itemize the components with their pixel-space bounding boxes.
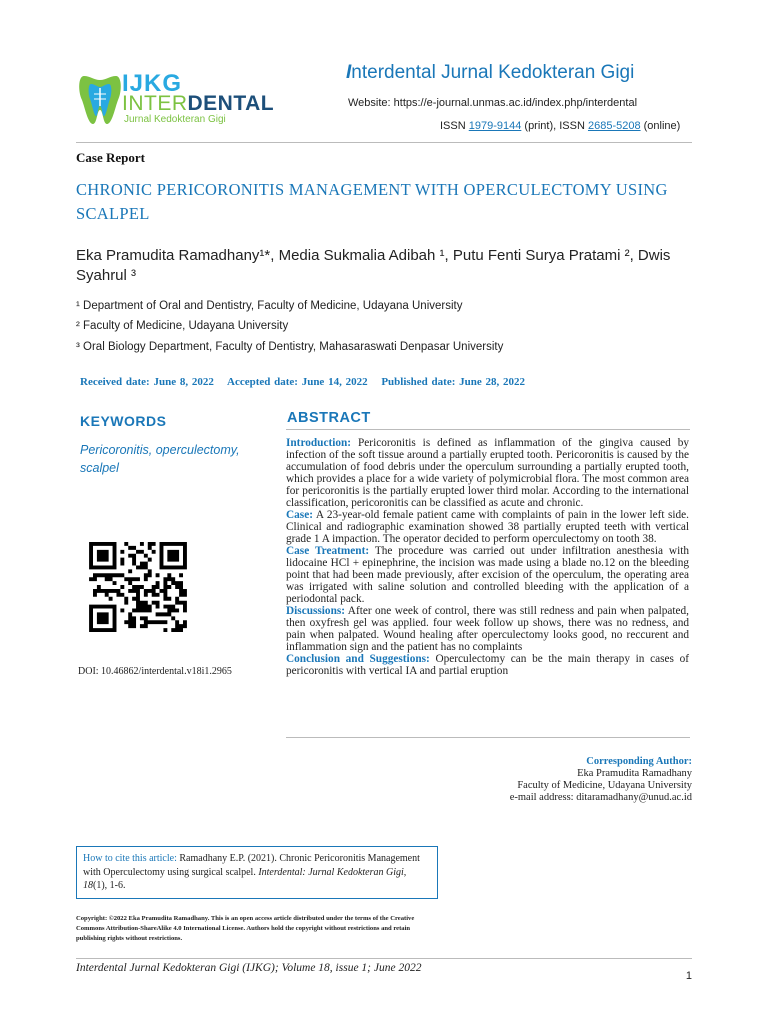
logo-interdental [122,92,274,116]
issn-prefix: ISSN [440,120,469,132]
abstract-conclusion [286,653,689,677]
corresponding-author [510,756,692,804]
abstract-divider [286,429,690,430]
abstract-heading: ABSTRACT [287,410,371,426]
abstract-introduction [286,437,689,509]
footer-divider [76,958,692,959]
section-text: Operculectomy can be the main therapy in cases of pericoronitis with vertical IA and partial eruption [286,653,689,677]
section-label: Introduction: [286,437,352,449]
page-number: 1 [685,970,692,982]
issn-line [440,120,680,132]
affiliation-2: ² Faculty of Medicine, Udayana University [76,320,289,332]
author-list: Eka Pramudita Ramadhany¹*, Media Sukmalia Adibah ¹, Putu Fenti Surya Pratami ², Dwis Syahrul ³ [76,247,671,284]
article-title: CHRONIC PERICORONITIS MANAGEMENT WITH OPERCULECTOMY USING SCALPEL [76,180,668,223]
affiliation-1: ¹ Department of Oral and Dentistry, Faculty of Medicine, Udayana University [76,300,463,312]
published-date: Published date: June 28, 2022 [381,376,525,388]
corresponding-name: Eka Pramudita Ramadhany [577,768,692,779]
header-divider [76,142,692,143]
abstract-case-treatment [286,545,689,605]
received-date: Received date: June 8, 2022 [80,376,214,388]
citation-box [76,846,438,899]
accepted-date: Accepted date: June 14, 2022 [227,376,368,388]
footer-journal-issue: Interdental Jurnal Kedokteran Gigi (IJKG); Volume 18, issue 1; June 2022 [76,962,422,974]
journal-title-initial: I [346,62,352,83]
journal-logo [76,66,316,130]
keywords-list: Pericoronitis, operculectomy, scalpel [80,443,240,475]
section-text: Pericoronitis is defined as inflammation of the gingiva caused by infection of the soft tissue around a partially erupted tooth. Pericoronitis is caused by the accumulation of food debris under the operculum surrounding a partially erupted tooth, which provides a place for a wide variety of polymicrobial flora. The most common area for pericoronitis is the partially erupted lower third molar. According to the international classification, pericoronitis can be classified as acute and chronic. [286,437,689,509]
abstract-body [286,437,689,677]
article-type: Case Report [76,150,145,165]
section-label: Case: [286,509,313,521]
citation-text: Ramadhany E.P. (2021). Chronic Pericoronitis Management with Operculectomy using surgical scalpel. [83,853,420,878]
abstract-discussions [286,605,689,653]
abstract-bottom-divider [286,737,690,738]
section-text: The procedure was carried out under infiltration anesthesia with lidocaine HCl + epinephrine, the incision was made using a blade no.12 on the bleeding point that had been made previously, after excision of the operculum, the operating area was irrigated with saline solution and controlled bleeding with the application of a periodontal pack. [286,545,690,605]
logo-inter: INTER [122,92,188,115]
logo-dental: DENTAL [187,92,275,115]
keywords-heading: KEYWORDS [80,413,167,429]
section-text: A 23-year-old female patient came with complaints of pain in the lower left side. Clinical and radiographic examination showed 38 partially erupted teeth with vertical grade 1 A impaction. The operator decided to perform operculectomy on tooth 38. [286,509,689,545]
qr-code-icon[interactable] [89,542,187,632]
logo-ijkg: IJKG [122,70,183,97]
article-dates [80,376,535,388]
citation-pages: (1), 1-6. [93,880,126,891]
citation-journal: Interdental: Jurnal Kedokteran Gigi, 18 [83,866,407,891]
copyright-notice: Copyright: ©2022 Eka Pramudita Ramadhany. This is an open access article distributed under the terms of the Creative Commons Attribution-ShareAlike 4.0 International License. Authors hold the copyright without restrictions and retain publishing rights without restrictions. [76,915,415,942]
section-label: Case Treatment: [286,545,370,557]
citation-label: How to cite this article: [83,853,177,864]
corresponding-label: Corresponding Author: [586,756,692,767]
journal-title-rest: nterdental Jurnal Kedokteran Gigi [351,62,635,83]
section-text: After one week of control, there was still redness and pain when palpated, then oxyfresh gel was applied. four week follow up shows, there was no redness, and pain when palpated. Wound healing after operculectomy looks good, no reccurent and inflammation sign and the patient has no complaints [286,605,689,653]
section-label: Discussions: [286,605,346,617]
corresponding-affiliation: Faculty of Medicine, Udayana University [517,780,692,791]
issn-online-link[interactable]: 2685-5208 [587,120,641,132]
corresponding-email[interactable]: e-mail address: ditaramadhany@unud.ac.id [509,792,692,803]
journal-website[interactable]: Website: https://e-journal.unmas.ac.id/index.php/interdental [348,97,638,109]
abstract-case [286,509,689,545]
issn-mid: (print), ISSN [521,120,588,132]
affiliation-3: ³ Oral Biology Department, Faculty of Dentistry, Mahasaraswati Denpasar University [76,341,504,353]
section-label: Conclusion and Suggestions: [286,653,430,665]
doi[interactable]: DOI: 10.46862/interdental.v18i1.2965 [78,666,232,677]
issn-suffix: (online) [640,120,681,132]
logo-subtitle: Jurnal Kedokteran Gigi [124,114,226,125]
issn-print-link[interactable]: 1979-9144 [468,120,522,132]
journal-title [346,62,634,84]
